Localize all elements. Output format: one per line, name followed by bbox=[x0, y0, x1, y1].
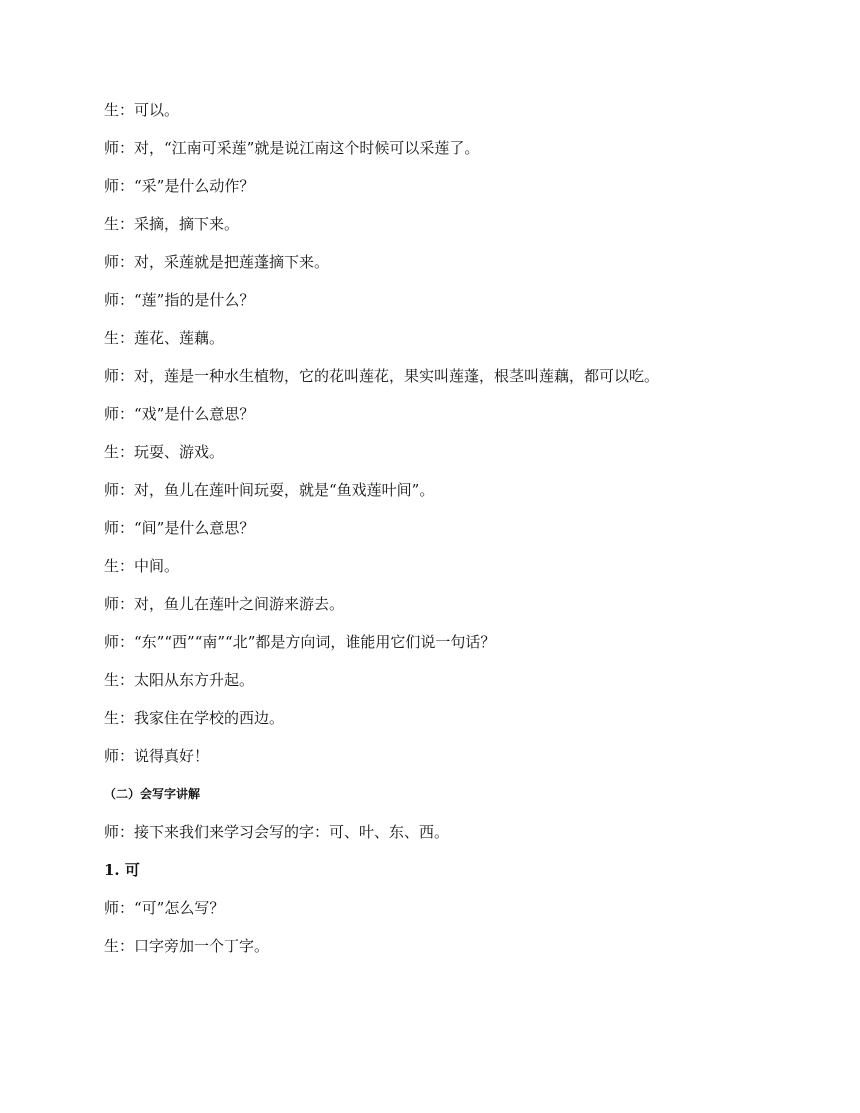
dialogue-text: ：口字旁加一个丁字。 bbox=[119, 937, 270, 955]
dialogue-line bbox=[104, 818, 764, 856]
dialogue-line bbox=[104, 666, 764, 704]
dialogue-line bbox=[104, 324, 764, 362]
dialogue-text: ：接下来我们来学习会写的字：可、叶、东、西。 bbox=[119, 823, 450, 841]
dialogue-text: ：对，采莲就是把莲蓬摘下来。 bbox=[119, 253, 330, 271]
dialogue-line bbox=[104, 742, 764, 780]
dialogue-line bbox=[104, 248, 764, 286]
dialogue-text: ：太阳从东方升起。 bbox=[119, 671, 255, 689]
dialogue-line bbox=[104, 286, 764, 324]
speaker-label: 师 bbox=[104, 595, 120, 613]
dialogue-line bbox=[104, 438, 764, 476]
lesson-transcript bbox=[104, 96, 764, 970]
dialogue-text: ：“可”怎么写？ bbox=[119, 899, 225, 917]
speaker-label: 师 bbox=[104, 139, 120, 157]
section-heading: （二）会写字讲解 bbox=[104, 787, 201, 801]
dialogue-text: ：中间。 bbox=[119, 557, 180, 575]
dialogue-line bbox=[104, 590, 764, 628]
dialogue-text: ：对，莲是一种水生植物，它的花叫莲花，果实叫莲蓬，根茎叫莲藕，都可以吃。 bbox=[119, 367, 660, 385]
speaker-label: 生 bbox=[104, 671, 120, 689]
dialogue-line bbox=[104, 96, 764, 134]
speaker-label: 生 bbox=[104, 709, 120, 727]
speaker-label: 生 bbox=[104, 329, 120, 347]
dialogue-text: ：“莲”指的是什么？ bbox=[119, 291, 255, 309]
dialogue-line bbox=[104, 552, 764, 590]
dialogue-text: ：对，鱼儿在莲叶间玩耍，就是“鱼戏莲叶间”。 bbox=[119, 481, 435, 499]
dialogue-line bbox=[104, 210, 764, 248]
speaker-label: 师 bbox=[104, 633, 120, 651]
speaker-label: 师 bbox=[104, 899, 120, 917]
dialogue-text: ：采摘，摘下来。 bbox=[119, 215, 240, 233]
speaker-label: 师 bbox=[104, 405, 120, 423]
speaker-label: 生 bbox=[104, 557, 120, 575]
speaker-label: 师 bbox=[104, 747, 120, 765]
speaker-label: 生 bbox=[104, 215, 120, 233]
speaker-label: 师 bbox=[104, 177, 120, 195]
dialogue-line bbox=[104, 932, 764, 970]
character-heading: 1. 可 bbox=[104, 861, 140, 879]
dialogue-line bbox=[104, 514, 764, 552]
speaker-label: 生 bbox=[104, 443, 120, 461]
dialogue-line bbox=[104, 894, 764, 932]
speaker-label: 师 bbox=[104, 519, 120, 537]
dialogue-line bbox=[104, 400, 764, 438]
dialogue-line bbox=[104, 362, 764, 400]
dialogue-line bbox=[104, 134, 764, 172]
dialogue-line bbox=[104, 172, 764, 210]
speaker-label: 师 bbox=[104, 823, 120, 841]
dialogue-text: ：说得真好！ bbox=[119, 747, 210, 765]
speaker-label: 师 bbox=[104, 291, 120, 309]
dialogue-line bbox=[104, 628, 764, 666]
speaker-label: 师 bbox=[104, 367, 120, 385]
dialogue-text: ：我家住在学校的西边。 bbox=[119, 709, 285, 727]
dialogue-text: ：“东”“西”“南”“北”都是方向词，谁能用它们说一句话？ bbox=[119, 633, 496, 651]
speaker-label: 生 bbox=[104, 101, 120, 119]
dialogue-text: ：“戏”是什么意思？ bbox=[119, 405, 255, 423]
dialogue-text: ：玩耍、游戏。 bbox=[119, 443, 225, 461]
dialogue-line bbox=[104, 476, 764, 514]
dialogue-text: ：“间”是什么意思？ bbox=[119, 519, 255, 537]
speaker-label: 生 bbox=[104, 937, 120, 955]
dialogue-text: ：莲花、莲藕。 bbox=[119, 329, 225, 347]
dialogue-text: ：对，“江南可采莲”就是说江南这个时候可以采莲了。 bbox=[119, 139, 480, 157]
dialogue-text: ：可以。 bbox=[119, 101, 180, 119]
dialogue-text: ：“采”是什么动作？ bbox=[119, 177, 255, 195]
speaker-label: 师 bbox=[104, 481, 120, 499]
speaker-label: 师 bbox=[104, 253, 120, 271]
dialogue-line bbox=[104, 704, 764, 742]
dialogue-text: ：对，鱼儿在莲叶之间游来游去。 bbox=[119, 595, 345, 613]
